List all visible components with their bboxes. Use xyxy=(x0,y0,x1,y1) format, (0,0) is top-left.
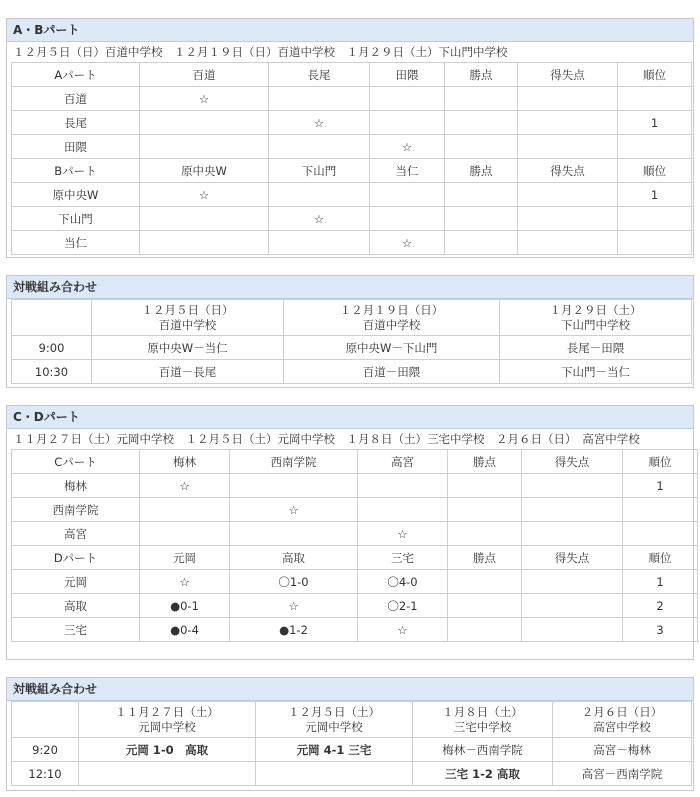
cd-standings-cell xyxy=(448,474,522,498)
ab-standings-cell: ☆ xyxy=(370,231,445,255)
cd-standings-row xyxy=(12,450,698,474)
cd-matches-match-cell xyxy=(79,762,256,786)
ab-standings-cell: 百道 xyxy=(140,63,269,87)
cd-matches-row xyxy=(12,762,692,786)
ab-standings-row xyxy=(12,135,692,159)
ab-standings-cell xyxy=(370,207,445,231)
cd-matches-venue: 高宮中学校 xyxy=(593,719,651,734)
cd-matches-venue: 元岡中学校 xyxy=(305,719,363,734)
ab-part-title: A・Bパート xyxy=(7,19,693,42)
cd-standings-row xyxy=(12,594,698,618)
ab-matches-time-cell: 10:30 xyxy=(12,360,92,384)
ab-matches-section xyxy=(6,275,694,388)
ab-matches-corner-cell xyxy=(12,300,92,336)
cd-standings-cell: 元岡 xyxy=(140,546,230,570)
cd-standings-cell xyxy=(522,594,623,618)
cd-matches-section xyxy=(6,677,694,791)
ab-standings-cell xyxy=(518,231,618,255)
cd-standings-cell: 三宅 xyxy=(358,546,448,570)
ab-standings-cell: 順位 xyxy=(618,159,692,183)
ab-standings-row xyxy=(12,63,692,87)
cd-standings-cell: 順位 xyxy=(623,450,698,474)
cd-matches-match-cell: 高宮－梅林 xyxy=(553,738,692,762)
ab-standings-cell xyxy=(445,111,518,135)
ab-standings-row xyxy=(12,111,692,135)
ab-matches-date: １２月１９日（日） xyxy=(339,302,444,317)
cd-standings-cell: ●0-4 xyxy=(140,618,230,642)
cd-standings-cell xyxy=(623,522,698,546)
cd-standings-table xyxy=(11,449,698,642)
ab-standings-cell: 当仁 xyxy=(12,231,140,255)
cd-standings-cell xyxy=(358,474,448,498)
cd-standings-cell: 勝点 xyxy=(448,546,522,570)
ab-standings-cell: ☆ xyxy=(370,135,445,159)
cd-standings-cell: 三宅 xyxy=(12,618,140,642)
cd-matches-date-header xyxy=(553,702,692,738)
ab-standings-cell: 田隈 xyxy=(12,135,140,159)
cd-standings-cell: ●0-1 xyxy=(140,594,230,618)
ab-standings-cell xyxy=(445,231,518,255)
ab-standings-cell: 得失点 xyxy=(518,159,618,183)
cd-matches-venue: 三宅中学校 xyxy=(453,719,512,734)
ab-matches-row xyxy=(12,360,692,384)
cd-standings-cell: 西南学院 xyxy=(12,498,140,522)
cd-standings-cell: 〇2-1 xyxy=(358,594,448,618)
cd-standings-cell: 得失点 xyxy=(522,546,623,570)
cd-matches-title: 対戦組み合わせ xyxy=(7,678,693,701)
cd-standings-cell: 梅林 xyxy=(140,450,230,474)
ab-standings-row xyxy=(12,159,692,183)
ab-standings-cell xyxy=(140,231,269,255)
cd-standings-cell xyxy=(522,498,623,522)
ab-matches-match-cell: 長尾－田隈 xyxy=(500,336,692,360)
ab-standings-cell: 順位 xyxy=(618,63,692,87)
cd-standings-cell: 順位 xyxy=(623,546,698,570)
ab-standings-cell xyxy=(370,111,445,135)
cd-matches-date: ２月６日（日） xyxy=(581,704,663,719)
cd-standings-cell xyxy=(230,474,358,498)
ab-standings-cell: ☆ xyxy=(269,207,370,231)
ab-standings-cell: 原中央W xyxy=(12,183,140,207)
ab-standings-cell xyxy=(518,207,618,231)
ab-standings-cell xyxy=(518,111,618,135)
ab-standings-cell xyxy=(269,231,370,255)
cd-standings-cell: 得失点 xyxy=(522,450,623,474)
cd-matches-corner-cell xyxy=(12,702,79,738)
ab-matches-match-cell: 下山門－当仁 xyxy=(500,360,692,384)
ab-standings-cell: 田隈 xyxy=(370,63,445,87)
ab-part-dates: １２月５日（日）百道中学校 １２月１９日（日）百道中学校 １月２９日（土）下山門中学校 xyxy=(13,45,508,59)
ab-standings-cell xyxy=(618,207,692,231)
cd-standings-cell: 2 xyxy=(623,594,698,618)
ab-standings-cell: 勝点 xyxy=(445,63,518,87)
ab-standings-row xyxy=(12,231,692,255)
ab-standings-cell xyxy=(140,135,269,159)
ab-standings-cell xyxy=(269,135,370,159)
cd-part-dates: １１月２７日（土）元岡中学校 １２月５日（土）元岡中学校 １月８日（土）三宅中学校 ２月６日（日） 高宮中学校 xyxy=(13,432,640,446)
cd-standings-cell: ☆ xyxy=(230,498,358,522)
cd-matches-match-cell: 元岡 4-1 三宅 xyxy=(256,738,413,762)
cd-standings-cell xyxy=(522,522,623,546)
ab-matches-date: １月２９日（土） xyxy=(549,302,642,317)
ab-standings-cell xyxy=(618,231,692,255)
cd-standings-cell: 高宮 xyxy=(12,522,140,546)
ab-standings-cell: Aパート xyxy=(12,63,140,87)
ab-standings-cell: 長尾 xyxy=(269,63,370,87)
ab-matches-title: 対戦組み合わせ xyxy=(7,276,693,299)
cd-standings-cell: ☆ xyxy=(140,570,230,594)
ab-standings-cell: ☆ xyxy=(140,87,269,111)
ab-matches-match-cell: 百道－長尾 xyxy=(92,360,284,384)
cd-matches-date: １月８日（土） xyxy=(442,704,523,719)
cd-standings-cell: 〇1-0 xyxy=(230,570,358,594)
cd-standings-cell xyxy=(358,498,448,522)
ab-standings-cell: ☆ xyxy=(269,111,370,135)
ab-standings-cell xyxy=(370,87,445,111)
ab-standings-cell: 百道 xyxy=(12,87,140,111)
cd-matches-match-cell: 高宮－西南学院 xyxy=(553,762,692,786)
ab-standings-cell xyxy=(618,135,692,159)
cd-standings-row xyxy=(12,474,698,498)
cd-standings-cell xyxy=(448,498,522,522)
cd-part-title: C・Dパート xyxy=(7,406,693,429)
ab-standings-row xyxy=(12,87,692,111)
cd-standings-cell xyxy=(448,594,522,618)
ab-standings-cell: 下山門 xyxy=(12,207,140,231)
cd-standings-cell: ☆ xyxy=(358,522,448,546)
ab-standings-table xyxy=(11,62,692,255)
ab-standings-cell xyxy=(445,183,518,207)
ab-standings-cell: 1 xyxy=(618,111,692,135)
ab-matches-venue: 下山門中学校 xyxy=(561,317,630,332)
cd-part-section xyxy=(6,405,694,660)
ab-matches-venue: 百道中学校 xyxy=(362,317,421,332)
cd-standings-cell: 西南学院 xyxy=(230,450,358,474)
ab-standings-cell: 下山門 xyxy=(269,159,370,183)
ab-standings-row xyxy=(12,183,692,207)
ab-standings-cell xyxy=(518,135,618,159)
cd-standings-cell xyxy=(448,618,522,642)
cd-matches-time-cell: 9:20 xyxy=(12,738,79,762)
ab-matches-date: １２月５日（日） xyxy=(141,302,234,317)
cd-matches-date: １２月５日（土） xyxy=(288,704,380,719)
cd-standings-row xyxy=(12,498,698,522)
ab-standings-row xyxy=(12,207,692,231)
cd-standings-cell: ●1-2 xyxy=(230,618,358,642)
cd-standings-cell: 高取 xyxy=(12,594,140,618)
ab-standings-cell xyxy=(518,87,618,111)
cd-standings-cell: 高取 xyxy=(230,546,358,570)
cd-matches-venue: 元岡中学校 xyxy=(138,719,196,734)
cd-standings-cell xyxy=(230,522,358,546)
ab-standings-cell: 得失点 xyxy=(518,63,618,87)
cd-standings-cell xyxy=(448,522,522,546)
cd-standings-cell: Cパート xyxy=(12,450,140,474)
cd-standings-cell: Dパート xyxy=(12,546,140,570)
cd-matches-date-header xyxy=(413,702,553,738)
ab-matches-venue: 百道中学校 xyxy=(158,317,217,332)
ab-standings-cell: 1 xyxy=(618,183,692,207)
cd-matches-match-cell: 元岡 1-0 高取 xyxy=(79,738,256,762)
ab-standings-cell xyxy=(445,207,518,231)
ab-matches-match-cell: 百道－田隈 xyxy=(284,360,500,384)
ab-matches-date-header xyxy=(500,300,692,336)
cd-standings-cell: 1 xyxy=(623,474,698,498)
ab-matches-time-cell: 9:00 xyxy=(12,336,92,360)
ab-standings-cell xyxy=(370,183,445,207)
cd-standings-cell xyxy=(522,618,623,642)
ab-standings-cell xyxy=(445,87,518,111)
cd-matches-date-header xyxy=(79,702,256,738)
ab-standings-cell: 勝点 xyxy=(445,159,518,183)
ab-standings-cell xyxy=(518,183,618,207)
ab-standings-cell: 原中央W xyxy=(140,159,269,183)
cd-standings-cell xyxy=(448,570,522,594)
cd-matches-header-row xyxy=(12,702,692,738)
ab-standings-cell xyxy=(269,87,370,111)
cd-matches-match-cell: 三宅 1-2 高取 xyxy=(413,762,553,786)
cd-standings-cell xyxy=(140,522,230,546)
cd-matches-match-cell xyxy=(256,762,413,786)
ab-matches-match-cell: 原中央W－下山門 xyxy=(284,336,500,360)
cd-matches-match-cell: 梅林－西南学院 xyxy=(413,738,553,762)
cd-standings-cell xyxy=(522,570,623,594)
ab-matches-row xyxy=(12,336,692,360)
cd-matches-time-cell: 12:10 xyxy=(12,762,79,786)
cd-standings-row xyxy=(12,618,698,642)
cd-standings-cell: 高宮 xyxy=(358,450,448,474)
ab-matches-date-header xyxy=(284,300,500,336)
ab-standings-cell xyxy=(140,111,269,135)
ab-standings-cell: 長尾 xyxy=(12,111,140,135)
cd-standings-row xyxy=(12,570,698,594)
ab-matches-header-row xyxy=(12,300,692,336)
cd-standings-cell: 勝点 xyxy=(448,450,522,474)
cd-standings-cell: 1 xyxy=(623,570,698,594)
cd-standings-cell: 3 xyxy=(623,618,698,642)
cd-matches-date-header xyxy=(256,702,413,738)
ab-standings-cell: Bパート xyxy=(12,159,140,183)
cd-standings-cell: 元岡 xyxy=(12,570,140,594)
cd-standings-row xyxy=(12,522,698,546)
ab-matches-table xyxy=(11,299,692,384)
ab-matches-match-cell: 原中央W－当仁 xyxy=(92,336,284,360)
cd-matches-table xyxy=(11,701,692,786)
cd-matches-row xyxy=(12,738,692,762)
ab-standings-cell: ☆ xyxy=(140,183,269,207)
cd-standings-cell xyxy=(623,498,698,522)
cd-standings-cell xyxy=(522,474,623,498)
cd-standings-cell: ☆ xyxy=(358,618,448,642)
ab-standings-cell: 当仁 xyxy=(370,159,445,183)
ab-standings-cell xyxy=(269,183,370,207)
ab-standings-cell xyxy=(618,87,692,111)
cd-standings-cell: ☆ xyxy=(230,594,358,618)
ab-standings-cell xyxy=(445,135,518,159)
cd-standings-row xyxy=(12,546,698,570)
cd-standings-cell: 梅林 xyxy=(12,474,140,498)
ab-part-section xyxy=(6,18,694,258)
ab-standings-cell xyxy=(140,207,269,231)
cd-standings-cell xyxy=(140,498,230,522)
cd-matches-date: １１月２７日（土） xyxy=(115,704,219,719)
cd-standings-cell: 〇4-0 xyxy=(358,570,448,594)
cd-standings-cell: ☆ xyxy=(140,474,230,498)
ab-matches-date-header xyxy=(92,300,284,336)
